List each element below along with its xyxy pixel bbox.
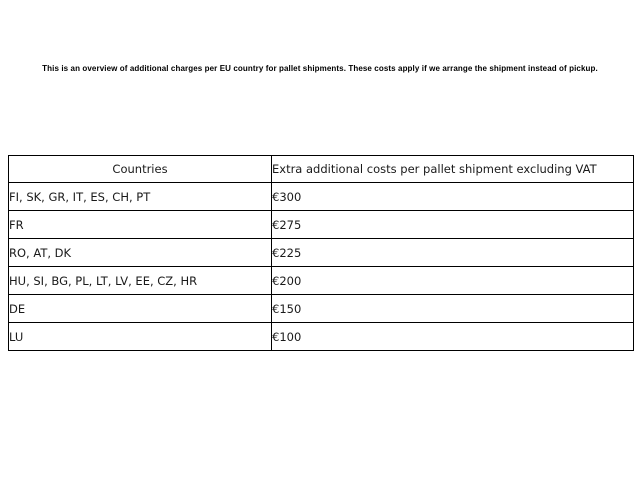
countries-cell: FI, SK, GR, IT, ES, CH, PT	[9, 183, 272, 211]
cost-cell: €200	[272, 267, 634, 295]
countries-cell: RO, AT, DK	[9, 239, 272, 267]
countries-cell: FR	[9, 211, 272, 239]
column-header-costs: Extra additional costs per pallet shipment excluding VAT	[272, 156, 634, 183]
table-row	[9, 239, 634, 267]
table-row	[9, 183, 634, 211]
table-row	[9, 295, 634, 323]
cost-cell: €100	[272, 323, 634, 351]
column-header-countries: Countries	[9, 156, 272, 183]
table-row	[9, 267, 634, 295]
table-row	[9, 323, 634, 351]
cost-cell: €150	[272, 295, 634, 323]
cost-cell: €225	[272, 239, 634, 267]
charges-table	[8, 155, 634, 351]
cost-cell: €275	[272, 211, 634, 239]
intro-text: This is an overview of additional charges per EU country for pallet shipments. These costs apply if we arrange the shipment instead of pickup.	[42, 64, 598, 73]
countries-cell: DE	[9, 295, 272, 323]
countries-cell: LU	[9, 323, 272, 351]
cost-cell: €300	[272, 183, 634, 211]
table-body	[9, 183, 634, 351]
table-header-row	[9, 156, 634, 183]
countries-cell: HU, SI, BG, PL, LT, LV, EE, CZ, HR	[9, 267, 272, 295]
table-row	[9, 211, 634, 239]
